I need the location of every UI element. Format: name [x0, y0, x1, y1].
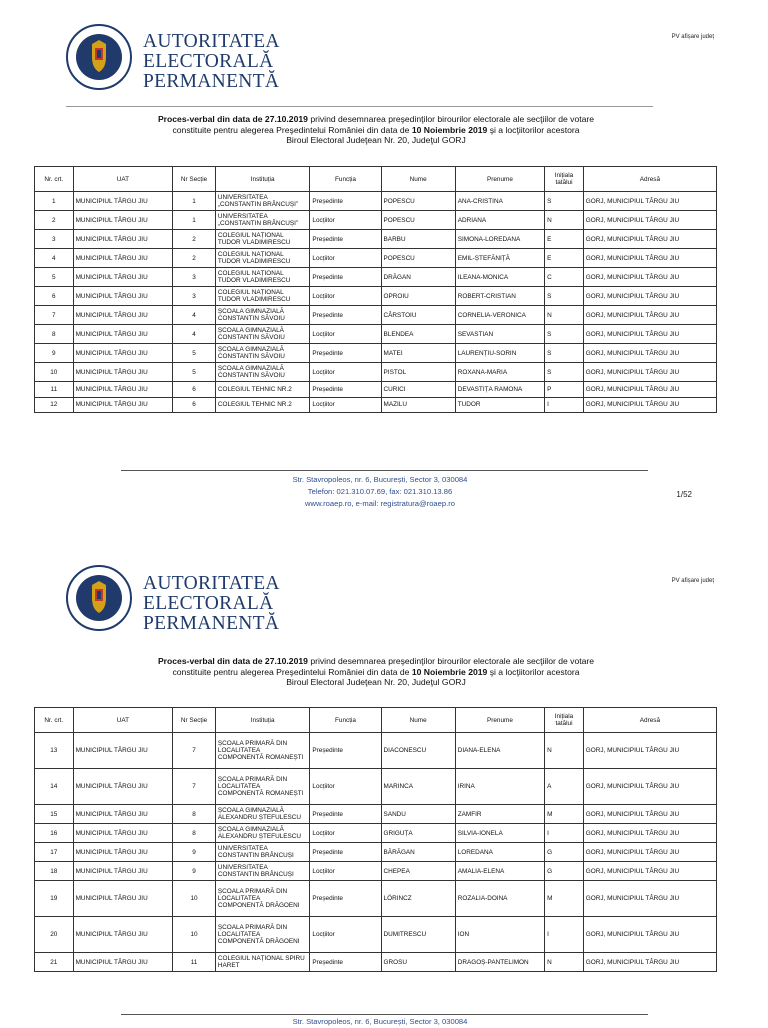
cell-uat: MUNICIPIUL TÂRGU JIU	[73, 325, 173, 344]
cell-functia: Președinte	[310, 843, 381, 862]
column-header-nr-crt: Nr. crt.	[35, 708, 74, 733]
cell-prenume: ROZALIA-DOINA	[455, 881, 544, 917]
cell-functia: Locțiitor	[310, 249, 381, 268]
cell-prenume: LOREDANA	[455, 843, 544, 862]
cell-nume: CÂRSTOIU	[381, 306, 455, 325]
cell-functia: Președinte	[310, 230, 381, 249]
cell-nr-crt: 20	[35, 917, 74, 953]
cell-adresa: GORJ, MUNICIPIUL TÂRGU JIU	[583, 917, 716, 953]
cell-adresa: GORJ, MUNICIPIUL TÂRGU JIU	[583, 306, 716, 325]
cell-functia: Locțiitor	[310, 397, 381, 413]
cell-adresa: GORJ, MUNICIPIUL TÂRGU JIU	[583, 268, 716, 287]
cell-institutia: COLEGIUL TEHNIC NR.2	[215, 382, 310, 398]
cell-uat: MUNICIPIUL TÂRGU JIU	[73, 363, 173, 382]
cell-initiala-tatalui: G	[545, 843, 584, 862]
title-line2-pre: constituite pentru alegerea Preşedintelui României din data de	[172, 666, 412, 677]
cell-nr-crt: 15	[35, 805, 74, 824]
title-date: Proces-verbal din data de 27.10.2019	[157, 656, 308, 666]
appointments-table	[34, 166, 717, 413]
authority-name	[143, 32, 280, 92]
cell-nr-sectie: 9	[173, 862, 216, 881]
cell-nr-crt: 7	[35, 306, 74, 325]
electoral-authority-seal-icon	[66, 565, 132, 631]
cell-nume: DUMITRESCU	[381, 917, 455, 953]
title-line2-pre: constituite pentru alegerea Preşedintelui României din data de	[172, 124, 412, 135]
cell-prenume: DEVASTIȚA RAMONA	[455, 382, 544, 398]
cell-prenume: SEVASTIAN	[455, 325, 544, 344]
cell-nume: MATEI	[381, 344, 455, 363]
column-header-functia: Funcția	[310, 167, 381, 192]
cell-nr-crt: 3	[35, 230, 74, 249]
cell-prenume: LAURENȚIU-SORIN	[455, 344, 544, 363]
cell-adresa: GORJ, MUNICIPIUL TÂRGU JIU	[583, 325, 716, 344]
footer-web[interactable]: www.roaep.ro, e-mail: registratura@roaep.ro	[305, 499, 455, 508]
cell-adresa: GORJ, MUNICIPIUL TÂRGU JIU	[583, 733, 716, 769]
footer-contact	[160, 474, 600, 510]
column-header-nr-sectie: Nr Secție	[173, 708, 216, 733]
cell-uat: MUNICIPIUL TÂRGU JIU	[73, 382, 173, 398]
electoral-authority-seal-icon	[66, 24, 132, 90]
cell-nr-sectie: 9	[173, 843, 216, 862]
cell-initiala-tatalui: S	[545, 192, 584, 211]
cell-uat: MUNICIPIUL TÂRGU JIU	[73, 917, 173, 953]
cell-uat: MUNICIPIUL TÂRGU JIU	[73, 306, 173, 325]
cell-initiala-tatalui: E	[545, 230, 584, 249]
brand-line-3: PERMANENTĂ	[143, 71, 280, 92]
cell-institutia: ȘCOALA PRIMARĂ DIN LOCALITATEA COMPONENTĂ DRĂGOENI	[215, 917, 310, 953]
cell-adresa: GORJ, MUNICIPIUL TÂRGU JIU	[583, 805, 716, 824]
cell-institutia: UNIVERSITATEA CONSTANTIN BRÂNCUȘI	[215, 843, 310, 862]
cell-nume: DIACONESCU	[381, 733, 455, 769]
table-row	[35, 862, 717, 881]
appointments-table	[34, 707, 717, 972]
page-number: 1/52	[676, 490, 692, 499]
cell-initiala-tatalui: N	[545, 211, 584, 230]
cell-initiala-tatalui: M	[545, 805, 584, 824]
cell-functia: Locțiitor	[310, 211, 381, 230]
cell-institutia: ȘCOALA GIMNAZIALĂ CONSTANTIN SĂVOIU	[215, 325, 310, 344]
table-row	[35, 824, 717, 843]
cell-prenume: DIANA-ELENA	[455, 733, 544, 769]
cell-nume: BLENDEA	[381, 325, 455, 344]
cell-nume: OPROIU	[381, 287, 455, 306]
table-row	[35, 192, 717, 211]
column-header-prenume: Prenume	[455, 708, 544, 733]
cell-nr-crt: 1	[35, 192, 74, 211]
cell-prenume: DRAGOȘ-PANTELIMON	[455, 953, 544, 972]
cell-adresa: GORJ, MUNICIPIUL TÂRGU JIU	[583, 843, 716, 862]
cell-nr-sectie: 4	[173, 325, 216, 344]
cell-nr-crt: 2	[35, 211, 74, 230]
cell-nume: BARBU	[381, 230, 455, 249]
cell-initiala-tatalui: S	[545, 363, 584, 382]
footer-contact	[160, 1016, 600, 1028]
cell-functia: Președinte	[310, 733, 381, 769]
column-header-nume: Nume	[381, 708, 455, 733]
cell-prenume: SIMONA-LOREDANA	[455, 230, 544, 249]
cell-institutia: COLEGIUL TEHNIC NR.2	[215, 397, 310, 413]
cell-functia: Locțiitor	[310, 917, 381, 953]
cell-prenume: ZAMFIR	[455, 805, 544, 824]
cell-institutia: ȘCOALA GIMNAZIALĂ ALEXANDRU ȘTEFULESCU	[215, 805, 310, 824]
cell-adresa: GORJ, MUNICIPIUL TÂRGU JIU	[583, 230, 716, 249]
cell-institutia: ȘCOALA GIMNAZIALĂ CONSTANTIN SĂVOIU	[215, 363, 310, 382]
cell-prenume: ADRIANA	[455, 211, 544, 230]
cell-initiala-tatalui: S	[545, 325, 584, 344]
column-header-nr-crt: Nr. crt.	[35, 167, 74, 192]
title-election-date: 10 Noiembrie 2019	[411, 124, 488, 135]
document-title	[66, 656, 686, 688]
table-row	[35, 917, 717, 953]
cell-functia: Președinte	[310, 344, 381, 363]
brand-line-1: AUTORITATEA	[143, 31, 280, 52]
cell-adresa: GORJ, MUNICIPIUL TÂRGU JIU	[583, 192, 716, 211]
cell-prenume: ROBERT-CRISTIAN	[455, 287, 544, 306]
cell-nr-sectie: 10	[173, 917, 216, 953]
cell-nr-sectie: 6	[173, 397, 216, 413]
cell-institutia: COLEGIUL NAȚIONAL TUDOR VLADIMIRESCU	[215, 268, 310, 287]
cell-nr-sectie: 10	[173, 881, 216, 917]
table-row	[35, 344, 717, 363]
column-header-institutia: Instituția	[215, 708, 310, 733]
cell-initiala-tatalui: P	[545, 382, 584, 398]
cell-uat: MUNICIPIUL TÂRGU JIU	[73, 862, 173, 881]
corner-label: PV afișare județ	[671, 34, 714, 40]
cell-adresa: GORJ, MUNICIPIUL TÂRGU JIU	[583, 211, 716, 230]
table-header-row	[35, 708, 717, 733]
cell-nr-sectie: 2	[173, 249, 216, 268]
cell-initiala-tatalui: C	[545, 268, 584, 287]
title-bureau: Biroul Electoral Judeţean Nr. 20, Judeţul GORJ	[286, 135, 466, 145]
cell-uat: MUNICIPIUL TÂRGU JIU	[73, 230, 173, 249]
cell-prenume: ION	[455, 917, 544, 953]
cell-nr-crt: 4	[35, 249, 74, 268]
cell-adresa: GORJ, MUNICIPIUL TÂRGU JIU	[583, 953, 716, 972]
cell-nr-crt: 8	[35, 325, 74, 344]
column-header-prenume: Prenume	[455, 167, 544, 192]
cell-prenume: EMIL-ȘTEFĂNIȚĂ	[455, 249, 544, 268]
cell-initiala-tatalui: S	[545, 344, 584, 363]
cell-functia: Locțiitor	[310, 325, 381, 344]
cell-initiala-tatalui: I	[545, 824, 584, 843]
brand-line-3: PERMANENTĂ	[143, 613, 280, 634]
document-title	[66, 114, 686, 146]
column-header-adresa: Adresă	[583, 708, 716, 733]
cell-nr-crt: 18	[35, 862, 74, 881]
cell-functia: Președinte	[310, 881, 381, 917]
cell-uat: MUNICIPIUL TÂRGU JIU	[73, 824, 173, 843]
cell-nr-crt: 5	[35, 268, 74, 287]
cell-nr-sectie: 1	[173, 192, 216, 211]
title-rest: privind desemnarea preşedinţilor birourilor electorale ale secţiilor de votare	[307, 114, 595, 124]
cell-functia: Președinte	[310, 306, 381, 325]
cell-adresa: GORJ, MUNICIPIUL TÂRGU JIU	[583, 824, 716, 843]
column-header-uat: UAT	[73, 167, 173, 192]
column-header-nume: Nume	[381, 167, 455, 192]
cell-institutia: ȘCOALA PRIMARĂ DIN LOCALITATEA COMPONENTĂ DRĂGOENI	[215, 881, 310, 917]
table-row	[35, 325, 717, 344]
cell-nume: GROSU	[381, 953, 455, 972]
column-header-institutia: Instituția	[215, 167, 310, 192]
table-row	[35, 733, 717, 769]
cell-nr-crt: 10	[35, 363, 74, 382]
cell-prenume: AMALIA-ELENA	[455, 862, 544, 881]
cell-initiala-tatalui: E	[545, 249, 584, 268]
title-bureau: Biroul Electoral Judeţean Nr. 20, Judeţul GORJ	[286, 677, 466, 687]
cell-nume: GRIGUȚA	[381, 824, 455, 843]
cell-uat: MUNICIPIUL TÂRGU JIU	[73, 881, 173, 917]
brand-line-2: ELECTORALĂ	[143, 593, 274, 614]
cell-nr-sectie: 5	[173, 363, 216, 382]
cell-nume: DRĂGAN	[381, 268, 455, 287]
column-header-nr-sectie: Nr Secție	[173, 167, 216, 192]
column-header-uat: UAT	[73, 708, 173, 733]
cell-nr-crt: 16	[35, 824, 74, 843]
cell-adresa: GORJ, MUNICIPIUL TÂRGU JIU	[583, 862, 716, 881]
cell-adresa: GORJ, MUNICIPIUL TÂRGU JIU	[583, 382, 716, 398]
cell-prenume: TUDOR	[455, 397, 544, 413]
cell-nr-crt: 12	[35, 397, 74, 413]
column-header-initiala-tatalui: Inițiala tatălui	[545, 167, 584, 192]
cell-initiala-tatalui: N	[545, 953, 584, 972]
cell-institutia: ȘCOALA GIMNAZIALĂ CONSTANTIN SĂVOIU	[215, 344, 310, 363]
cell-nr-sectie: 1	[173, 211, 216, 230]
cell-nr-crt: 17	[35, 843, 74, 862]
cell-nume: POPESCU	[381, 249, 455, 268]
cell-adresa: GORJ, MUNICIPIUL TÂRGU JIU	[583, 397, 716, 413]
cell-nr-sectie: 3	[173, 287, 216, 306]
document-page-2	[0, 540, 768, 1024]
cell-institutia: ȘCOALA PRIMARĂ DIN LOCALITATEA COMPONENTĂ ROMANEȘTI	[215, 769, 310, 805]
cell-adresa: GORJ, MUNICIPIUL TÂRGU JIU	[583, 287, 716, 306]
cell-institutia: ȘCOALA GIMNAZIALĂ ALEXANDRU ȘTEFULESCU	[215, 824, 310, 843]
cell-nr-sectie: 7	[173, 733, 216, 769]
cell-nume: CURICI	[381, 382, 455, 398]
table-row	[35, 805, 717, 824]
cell-nr-crt: 6	[35, 287, 74, 306]
cell-nr-sectie: 8	[173, 805, 216, 824]
cell-initiala-tatalui: N	[545, 306, 584, 325]
cell-adresa: GORJ, MUNICIPIUL TÂRGU JIU	[583, 363, 716, 382]
cell-functia: Locțiitor	[310, 769, 381, 805]
cell-nr-crt: 14	[35, 769, 74, 805]
column-header-adresa: Adresă	[583, 167, 716, 192]
cell-nr-sectie: 3	[173, 268, 216, 287]
cell-adresa: GORJ, MUNICIPIUL TÂRGU JIU	[583, 881, 716, 917]
cell-nume: CHEPEA	[381, 862, 455, 881]
cell-institutia: COLEGIUL NAȚIONAL TUDOR VLADIMIRESCU	[215, 249, 310, 268]
authority-name	[143, 574, 280, 634]
cell-nr-sectie: 5	[173, 344, 216, 363]
cell-uat: MUNICIPIUL TÂRGU JIU	[73, 211, 173, 230]
cell-nr-crt: 21	[35, 953, 74, 972]
cell-uat: MUNICIPIUL TÂRGU JIU	[73, 843, 173, 862]
cell-nr-crt: 13	[35, 733, 74, 769]
cell-institutia: ȘCOALA PRIMARĂ DIN LOCALITATEA COMPONENTĂ ROMANEȘTI	[215, 733, 310, 769]
cell-initiala-tatalui: I	[545, 917, 584, 953]
cell-functia: Președinte	[310, 953, 381, 972]
cell-nr-sectie: 6	[173, 382, 216, 398]
column-header-initiala-tatalui: Inițiala tatălui	[545, 708, 584, 733]
cell-initiala-tatalui: I	[545, 397, 584, 413]
cell-uat: MUNICIPIUL TÂRGU JIU	[73, 192, 173, 211]
cell-adresa: GORJ, MUNICIPIUL TÂRGU JIU	[583, 769, 716, 805]
cell-uat: MUNICIPIUL TÂRGU JIU	[73, 805, 173, 824]
cell-prenume: ROXANA-MARIA	[455, 363, 544, 382]
cell-uat: MUNICIPIUL TÂRGU JIU	[73, 344, 173, 363]
footer-divider	[121, 1014, 648, 1015]
footer-address: Str. Stavropoleos, nr. 6, București, Sector 3, 030084	[292, 475, 468, 484]
cell-nume: MARINCA	[381, 769, 455, 805]
cell-functia: Locțiitor	[310, 824, 381, 843]
cell-uat: MUNICIPIUL TÂRGU JIU	[73, 268, 173, 287]
table-row	[35, 287, 717, 306]
table-row	[35, 953, 717, 972]
cell-nr-sectie: 8	[173, 824, 216, 843]
cell-institutia: COLEGIUL NAȚIONAL SPIRU HARET	[215, 953, 310, 972]
table-row	[35, 306, 717, 325]
cell-uat: MUNICIPIUL TÂRGU JIU	[73, 733, 173, 769]
cell-nume: SANDU	[381, 805, 455, 824]
header-divider	[66, 106, 653, 107]
table-row	[35, 249, 717, 268]
cell-functia: Locțiitor	[310, 287, 381, 306]
cell-nume: POPESCU	[381, 211, 455, 230]
cell-adresa: GORJ, MUNICIPIUL TÂRGU JIU	[583, 344, 716, 363]
cell-nr-crt: 9	[35, 344, 74, 363]
corner-label: PV afișare județ	[671, 578, 714, 584]
table-row	[35, 397, 717, 413]
cell-adresa: GORJ, MUNICIPIUL TÂRGU JIU	[583, 249, 716, 268]
cell-nume: PISTOL	[381, 363, 455, 382]
cell-institutia: UNIVERSITATEA „CONSTANTIN BRÂNCUȘI”	[215, 211, 310, 230]
cell-uat: MUNICIPIUL TÂRGU JIU	[73, 397, 173, 413]
cell-institutia: COLEGIUL NAȚIONAL TUDOR VLADIMIRESCU	[215, 230, 310, 249]
cell-functia: Locțiitor	[310, 862, 381, 881]
footer-divider	[121, 470, 648, 471]
cell-uat: MUNICIPIUL TÂRGU JIU	[73, 287, 173, 306]
table-row	[35, 881, 717, 917]
cell-nr-sectie: 7	[173, 769, 216, 805]
column-header-functia: Funcția	[310, 708, 381, 733]
cell-functia: Președinte	[310, 192, 381, 211]
cell-nume: POPESCU	[381, 192, 455, 211]
title-election-date: 10 Noiembrie 2019	[411, 666, 488, 677]
cell-nr-sectie: 11	[173, 953, 216, 972]
cell-prenume: CORNELIA-VERONICA	[455, 306, 544, 325]
brand-line-2: ELECTORALĂ	[143, 51, 274, 72]
cell-prenume: ANA-CRISTINA	[455, 192, 544, 211]
cell-institutia: COLEGIUL NAȚIONAL TUDOR VLADIMIRESCU	[215, 287, 310, 306]
table-row	[35, 843, 717, 862]
cell-prenume: IRINA	[455, 769, 544, 805]
table-row	[35, 268, 717, 287]
cell-nume: BĂRĂGAN	[381, 843, 455, 862]
cell-initiala-tatalui: A	[545, 769, 584, 805]
cell-functia: Locțiitor	[310, 363, 381, 382]
table-row	[35, 382, 717, 398]
table-row	[35, 769, 717, 805]
table-row	[35, 230, 717, 249]
footer-address: Str. Stavropoleos, nr. 6, București, Sector 3, 030084	[292, 1017, 468, 1026]
cell-nr-crt: 11	[35, 382, 74, 398]
cell-initiala-tatalui: S	[545, 287, 584, 306]
cell-initiala-tatalui: M	[545, 881, 584, 917]
title-rest: privind desemnarea preşedinţilor birourilor electorale ale secţiilor de votare	[307, 656, 595, 666]
cell-nr-sectie: 4	[173, 306, 216, 325]
table-header-row	[35, 167, 717, 192]
cell-prenume: ILEANA-MONICA	[455, 268, 544, 287]
cell-initiala-tatalui: N	[545, 733, 584, 769]
cell-institutia: UNIVERSITATEA „CONSTANTIN BRÂNCUȘI”	[215, 192, 310, 211]
cell-nume: LÖRINCZ	[381, 881, 455, 917]
title-line2-post: şi a locţiitorilor acestora	[487, 666, 580, 677]
title-line2-post: şi a locţiitorilor acestora	[487, 124, 580, 135]
cell-functia: Președinte	[310, 382, 381, 398]
cell-uat: MUNICIPIUL TÂRGU JIU	[73, 769, 173, 805]
cell-functia: Președinte	[310, 805, 381, 824]
cell-initiala-tatalui: G	[545, 862, 584, 881]
cell-uat: MUNICIPIUL TÂRGU JIU	[73, 953, 173, 972]
cell-institutia: UNIVERSITATEA CONSTANTIN BRÂNCUȘI	[215, 862, 310, 881]
cell-prenume: SILVIA-IONELA	[455, 824, 544, 843]
table-row	[35, 211, 717, 230]
cell-nume: MAZILU	[381, 397, 455, 413]
cell-functia: Președinte	[310, 268, 381, 287]
brand-line-1: AUTORITATEA	[143, 573, 280, 594]
cell-uat: MUNICIPIUL TÂRGU JIU	[73, 249, 173, 268]
title-date: Proces-verbal din data de 27.10.2019	[157, 114, 308, 124]
footer-phone: Telefon: 021.310.07.69, fax: 021.310.13.86	[307, 487, 453, 496]
cell-nr-sectie: 2	[173, 230, 216, 249]
table-row	[35, 363, 717, 382]
cell-nr-crt: 19	[35, 881, 74, 917]
cell-institutia: ȘCOALA GIMNAZIALĂ CONSTANTIN SĂVOIU	[215, 306, 310, 325]
